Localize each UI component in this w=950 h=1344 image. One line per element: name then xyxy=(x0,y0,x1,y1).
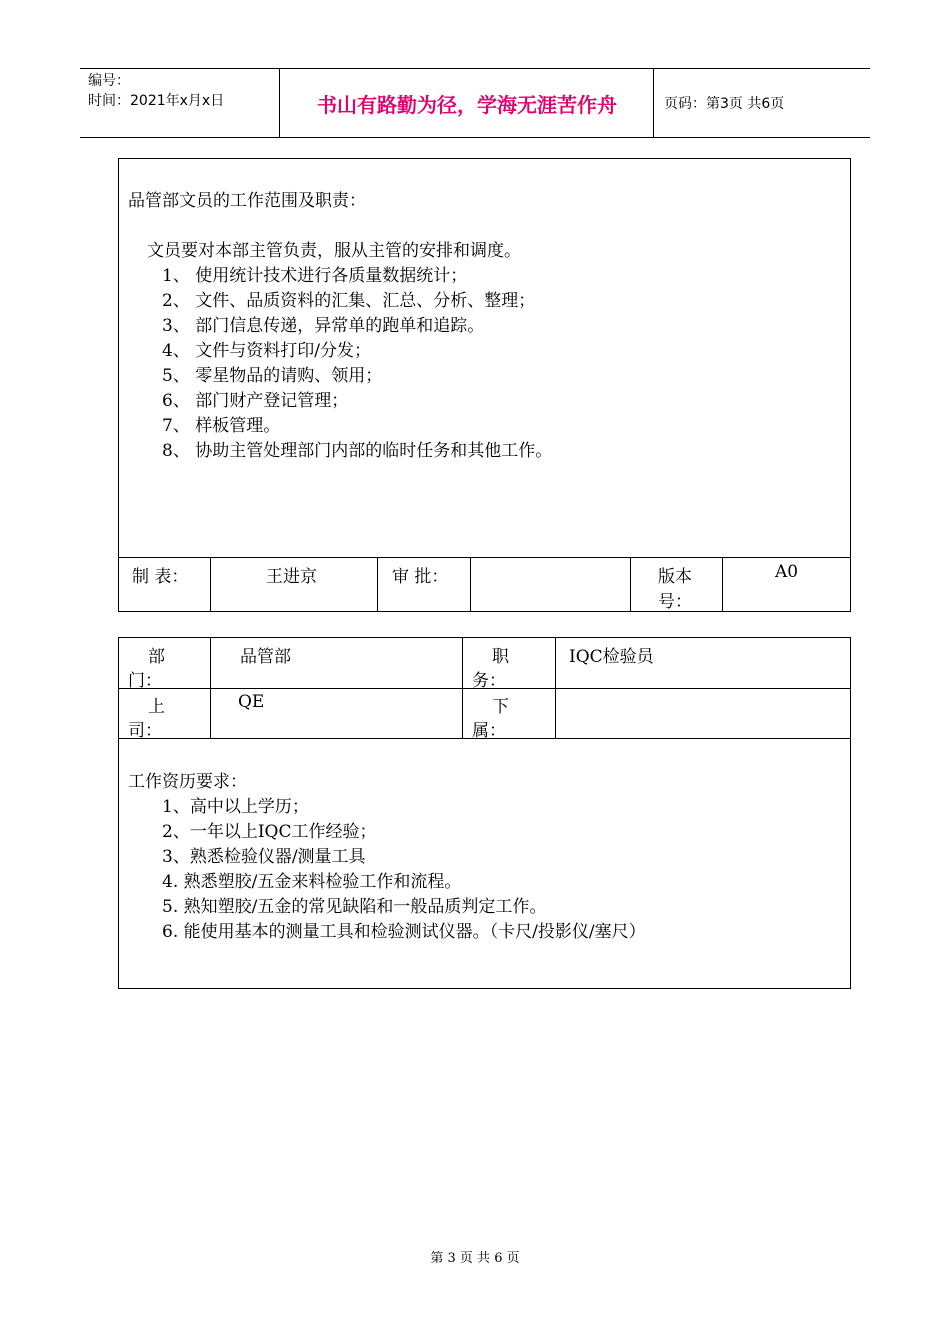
divider xyxy=(118,557,851,558)
header-motto: 书山有路勤为径，学海无涯苦作舟 xyxy=(281,69,654,137)
dept-value: 品管部 xyxy=(240,647,291,667)
list-item: 5. 熟知塑胶/五金的常见缺陷和一般品质判定工作。 xyxy=(162,897,547,917)
list-item: 6. 能使用基本的测量工具和检验测试仪器。（卡尺/投影仪/塞尺） xyxy=(162,922,646,942)
superior-label: 上 xyxy=(148,697,165,717)
doc-date: 时间：2021年x月x日 xyxy=(88,93,225,109)
list-item: 2、 文件、品质资料的汇集、汇总、分析、整理； xyxy=(162,291,536,311)
header-meta xyxy=(80,69,280,137)
divider xyxy=(555,637,556,738)
dept-label: 部 xyxy=(148,647,165,667)
list-item: 3、熟悉检验仪器/测量工具 xyxy=(162,847,366,867)
list-item: 1、高中以上学历； xyxy=(162,797,309,817)
page-footer: 第 3 页 共 6 页 xyxy=(430,1251,520,1266)
superior-label-2: 司： xyxy=(128,721,162,741)
superior-value: QE xyxy=(238,692,265,712)
dept-label-2: 门： xyxy=(128,671,162,691)
divider xyxy=(722,557,723,611)
version-value: A0 xyxy=(775,562,799,582)
approver-label: 审 批： xyxy=(392,567,449,587)
divider xyxy=(377,557,378,611)
position-label: 职 xyxy=(492,647,509,667)
responsibilities-title: 品管部文员的工作范围及职责： xyxy=(128,191,366,211)
subordinate-label: 下 xyxy=(492,697,509,717)
divider xyxy=(210,637,211,738)
position-label-2: 务： xyxy=(472,671,506,691)
responsibilities-intro: 文员要对本部主管负责，服从主管的安排和调度。 xyxy=(147,241,521,261)
divider xyxy=(210,557,211,611)
list-item: 3、 部门信息传递，异常单的跑单和追踪。 xyxy=(162,316,485,336)
page-header xyxy=(80,68,870,138)
divider xyxy=(462,637,463,738)
requirements-title: 工作资历要求： xyxy=(128,772,247,792)
divider xyxy=(470,557,471,611)
doc-number-label: 编号： xyxy=(88,73,130,89)
version-label: 版本 xyxy=(658,567,692,587)
subordinate-label-2: 属： xyxy=(472,721,506,741)
maker-value: 王进京 xyxy=(266,567,317,587)
list-item: 1、 使用统计技术进行各质量数据统计； xyxy=(162,266,468,286)
list-item: 4. 熟悉塑胶/五金来料检验工作和流程。 xyxy=(162,872,462,892)
divider xyxy=(630,557,631,611)
version-label-2: 号： xyxy=(658,592,692,612)
list-item: 5、 零星物品的请购、领用； xyxy=(162,366,383,386)
position-value: IQC检验员 xyxy=(569,647,654,667)
list-item: 8、 协助主管处理部门内部的临时任务和其他工作。 xyxy=(162,441,553,461)
maker-label: 制 表： xyxy=(132,567,189,587)
list-item: 6、 部门财产登记管理； xyxy=(162,391,349,411)
list-item: 7、 样板管理。 xyxy=(162,416,281,436)
header-page-info: 页码：第3页 共6页 xyxy=(664,96,785,112)
list-item: 2、一年以上IQC工作经验； xyxy=(162,822,377,842)
list-item: 4、 文件与资料打印/分发； xyxy=(162,341,371,361)
